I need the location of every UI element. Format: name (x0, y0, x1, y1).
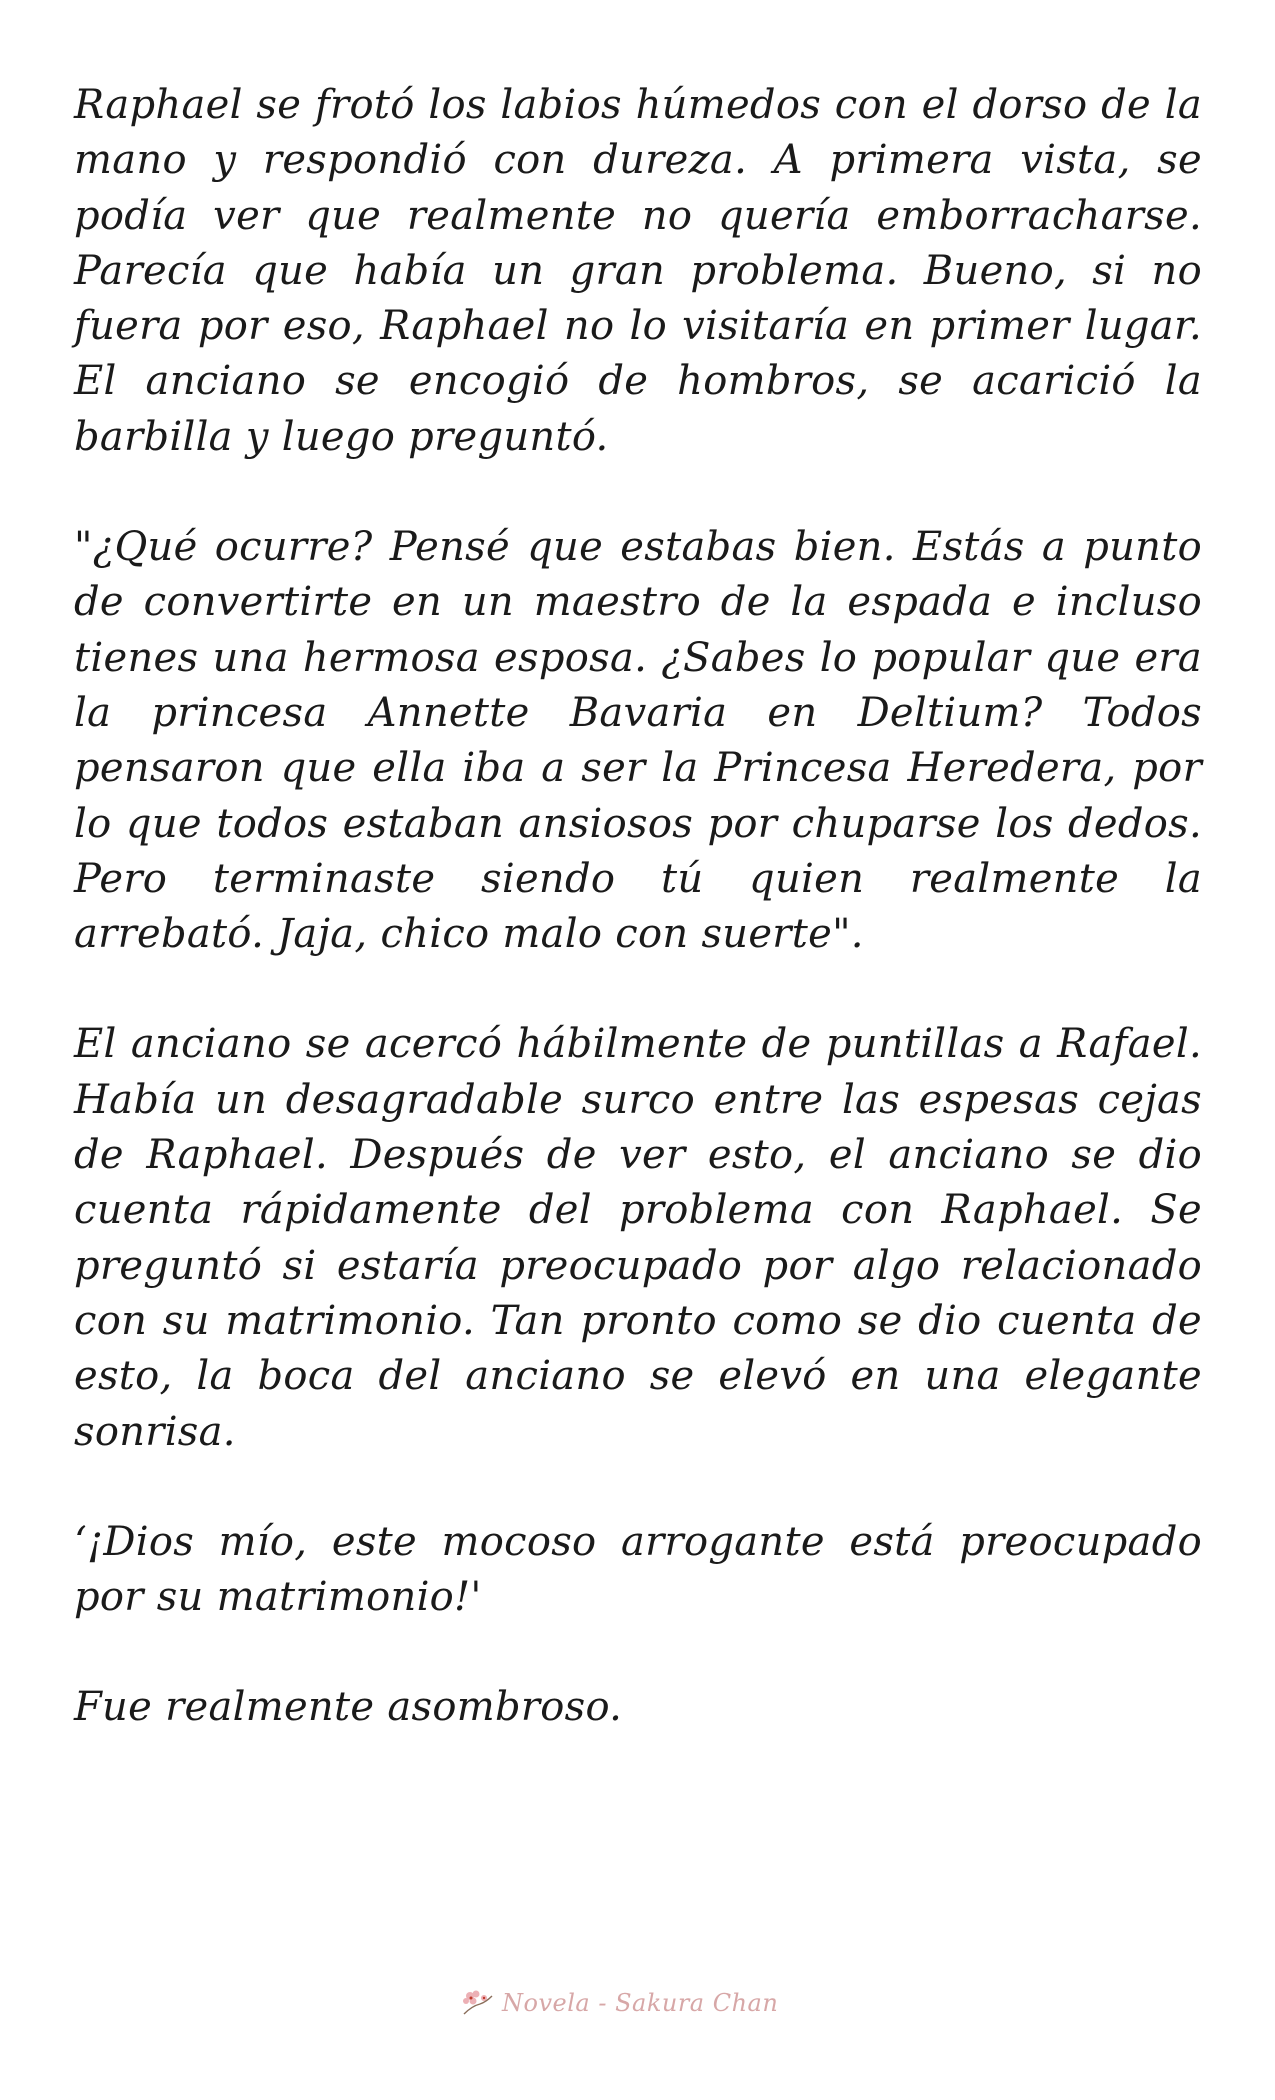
paragraph-3: El anciano se acercó hábilmente de puntillas a Rafael. Había un desagradable surco entre las espesas cejas de Raphael. Después de ver esto, el anciano se dio cuenta rápidamente del problema con Raphael. Se preguntó si estaría preocupado por algo relacionado con su matrimonio. Tan pronto como se dio cuenta de esto, la boca del anciano se elevó en una elegante sonrisa. (74, 1021, 1202, 1455)
cherry-blossom-icon (460, 1988, 494, 2018)
watermark (460, 1988, 778, 2018)
watermark-text: Novela - Sakura Chan (502, 1989, 779, 2017)
paragraph-4: ‘¡Dios mío, este mocoso arrogante está preocupado por su matrimonio!' (74, 1518, 1202, 1621)
paragraph-2: "¿Qué ocurre? Pensé que estabas bien. Estás a punto de convertirte en un maestro de la espada e incluso tienes una hermosa esposa. ¿Sabes lo popular que era la princesa Annette Bavaria en Deltium? Todos pensaron que ella iba a ser la Princesa Heredera, por lo que todos estaban ansiosos por chuparse los dedos. Pero terminaste siendo tú quien realmente la arrebató. Jaja, chico malo con suerte". (74, 524, 1202, 958)
paragraph-1: Raphael se frotó los labios húmedos con el dorso de la mano y respondió con dureza. A primera vista, se podía ver que realmente no quería emborracharse. Parecía que había un gran problema. Bueno, si no fuera por eso, Raphael no lo visitaría en primer lugar. El anciano se encogió de hombros, se acarició la barbilla y luego preguntó. (74, 82, 1202, 460)
paragraph-5: Fue realmente asombroso. (74, 1684, 623, 1731)
document-body (74, 78, 1202, 1791)
